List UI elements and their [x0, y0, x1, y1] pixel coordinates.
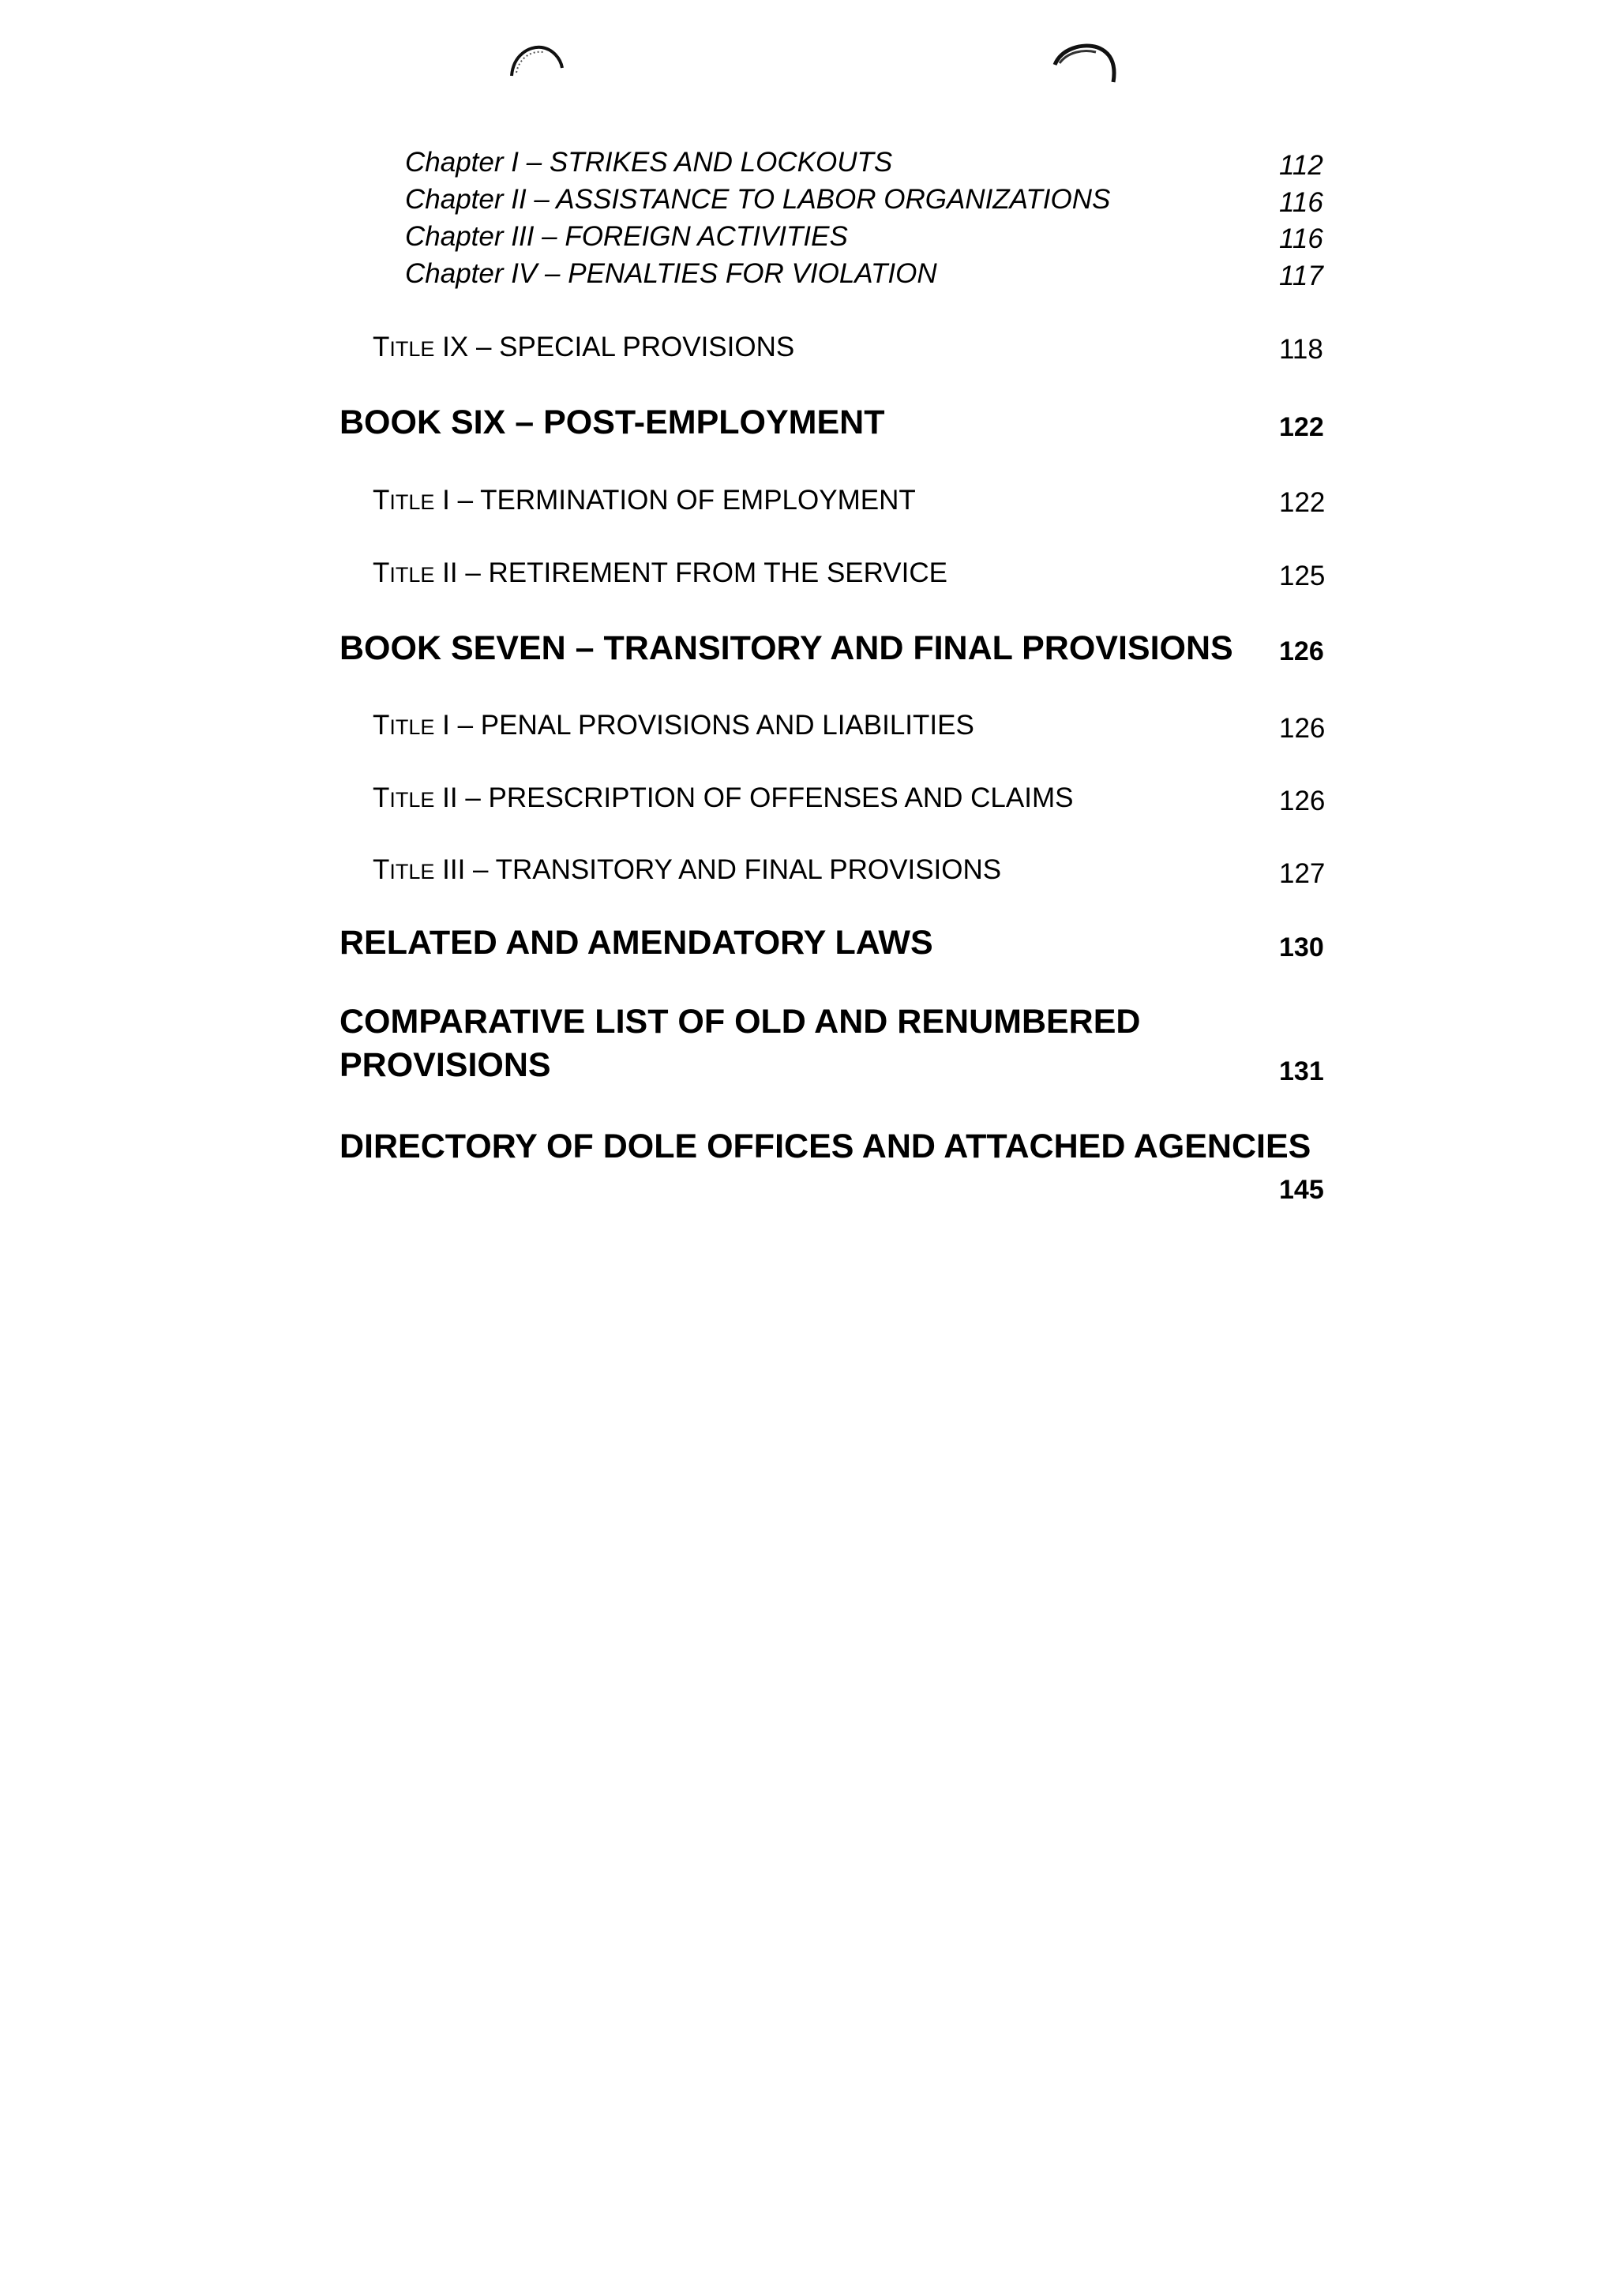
punch-hole-right-icon: [1050, 41, 1121, 88]
entry-text: Chapter II – ASSISTANCE TO LABOR ORGANIZATIONS: [405, 184, 1111, 215]
entry-page-number: 131: [1279, 1056, 1324, 1086]
entry-page-number: 112: [1279, 150, 1323, 181]
toc-entry-title: [373, 710, 974, 741]
entry-page-number: 126: [1279, 713, 1326, 744]
entry-text: Chapter IV – PENALTIES FOR VIOLATION: [405, 258, 937, 289]
toc-entry-book: [340, 1003, 1140, 1041]
entry-text: PROVISIONS: [340, 1046, 551, 1084]
entry-page-number: 122: [1279, 487, 1326, 518]
entry-text: I – TERMINATION OF EMPLOYMENT: [434, 485, 916, 516]
toc-entry-book: [340, 403, 884, 442]
entry-page-number: 117: [1279, 261, 1323, 291]
entry-text: DIRECTORY OF DOLE OFFICES AND ATTACHED AGENCIES: [340, 1127, 1311, 1165]
entry-text: RELATED AND AMENDATORY LAWS: [340, 924, 933, 962]
entry-text: IX – SPECIAL PROVISIONS: [434, 332, 795, 362]
toc-entry-title: [373, 485, 916, 516]
title-label: TITLE: [373, 557, 435, 588]
toc-entry-chapter: [405, 258, 937, 290]
toc-entry-title: [373, 332, 794, 363]
entry-page-number: 126: [1279, 636, 1324, 666]
entry-text: I – PENAL PROVISIONS AND LIABILITIES: [434, 710, 974, 741]
toc-entry-chapter: [405, 147, 892, 178]
title-label: TITLE: [373, 782, 435, 813]
entry-page-number: 145: [1279, 1175, 1324, 1205]
entry-page-number: 116: [1279, 223, 1323, 254]
toc-entry-chapter: [405, 221, 848, 253]
title-label: TITLE: [373, 710, 435, 741]
entry-text: COMPARATIVE LIST OF OLD AND RENUMBERED: [340, 1003, 1141, 1041]
entry-text: BOOK SIX – POST-EMPLOYMENT: [340, 403, 885, 441]
toc-entry-book-continued: [340, 1046, 551, 1085]
entry-text: BOOK SEVEN – TRANSITORY AND FINAL PROVISIONS: [340, 629, 1233, 667]
title-label: TITLE: [373, 485, 435, 516]
title-label: TITLE: [373, 332, 435, 362]
toc-entry-title: [373, 782, 1073, 814]
toc-entry-title: [373, 854, 1001, 886]
entry-text: III – TRANSITORY AND FINAL PROVISIONS: [434, 854, 1002, 885]
entry-page-number: 116: [1279, 187, 1323, 218]
entry-text: Chapter I – STRIKES AND LOCKOUTS: [405, 147, 893, 178]
entry-text: II – RETIREMENT FROM THE SERVICE: [434, 557, 947, 588]
entry-page-number: 126: [1279, 786, 1326, 816]
title-label: TITLE: [373, 854, 435, 885]
entry-page-number: 125: [1279, 561, 1326, 591]
entry-page-number: 127: [1279, 858, 1326, 889]
toc-entry-book: [340, 1127, 1311, 1166]
entry-page-number: 122: [1279, 412, 1324, 442]
entry-text: II – PRESCRIPTION OF OFFENSES AND CLAIMS: [434, 782, 1074, 813]
toc-entry-chapter: [405, 184, 1110, 216]
entry-text: Chapter III – FOREIGN ACTIVITIES: [405, 221, 848, 252]
punch-hole-left-icon: [505, 41, 568, 81]
toc-entry-book: [340, 924, 933, 962]
entry-page-number: 118: [1279, 334, 1323, 365]
toc-entry-title: [373, 557, 947, 589]
toc-entry-book: [340, 629, 1233, 668]
entry-page-number: 130: [1279, 932, 1324, 962]
